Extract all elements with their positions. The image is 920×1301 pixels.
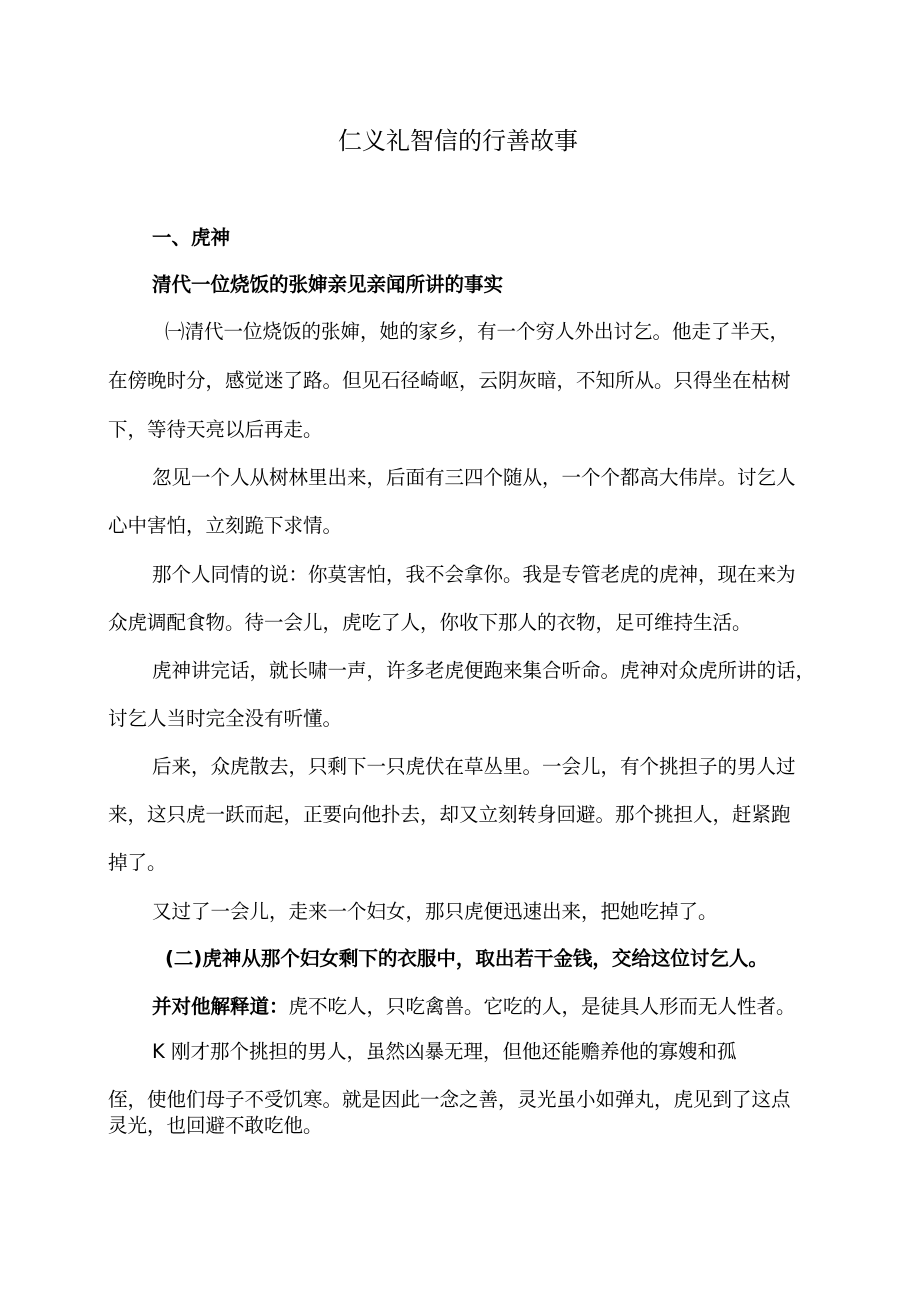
subtitle: 清代一位烧饭的张婶亲见亲闻所讲的事实 bbox=[152, 273, 504, 296]
section-heading: 一、虎神 bbox=[152, 226, 231, 249]
paragraph-1-line-2: 在傍晚时分，感觉迷了路。但见石径崎岖，云阴灰暗，不知所从。只得坐在枯树 bbox=[108, 369, 791, 392]
paragraph-4-line-1: 虎神讲完话，就长啸一声，许多老虎便跑来集合听命。虎神对众虎所讲的话， bbox=[152, 659, 816, 682]
paragraph-3-line-2: 众虎调配食物。待一会儿，虎吃了人，你收下那人的衣物，足可维持生活。 bbox=[108, 611, 752, 634]
document-title: 仁义礼智信的行善故事 bbox=[338, 127, 578, 155]
k-line: K 刚才那个挑担的男人，虽然凶暴无理，但他还能赡养他的寡嫂和孤 bbox=[152, 1040, 737, 1063]
paragraph-5-line-3: 掉了。 bbox=[108, 851, 167, 874]
paragraph-5-line-2: 来，这只虎一跃而起，正要向他扑去，却又立刻转身回避。那个挑担人，赶紧跑 bbox=[108, 803, 791, 826]
paragraph-4-line-2: 讨乞人当时完全没有听懂。 bbox=[108, 707, 343, 730]
explanation-line bbox=[152, 997, 796, 1017]
paragraph-5-line-1: 后来，众虎散去，只剩下一只虎伏在草丛里。一会儿，有个挑担子的男人过 bbox=[152, 755, 796, 778]
paragraph-6-line-1: 又过了一会儿，走来一个妇女，那只虎便迅速出来，把她吃掉了。 bbox=[152, 900, 718, 923]
tail-line-1: 侄，使他们母子不受饥寒。就是因此一念之善，灵光虽小如弹丸，虎见到了这点 bbox=[108, 1088, 791, 1111]
explanation-text: 虎不吃人，只吃禽兽。它吃的人，是徒具人形而无人性者。 bbox=[288, 995, 796, 1018]
paragraph-1-line-3: 下，等待天亮以后再走。 bbox=[108, 418, 323, 441]
paragraph-3-line-1: 那个人同情的说：你莫害怕，我不会拿你。我是专管老虎的虎神，现在来为 bbox=[152, 563, 796, 586]
paragraph-2-line-2: 心中害怕，立刻跪下求情。 bbox=[108, 514, 343, 537]
paragraph-1-line-1: ㈠清代一位烧饭的张婶，她的家乡，有一个穷人外出讨乞。他走了半天， bbox=[165, 320, 790, 343]
tail-line-2: 灵光，也回避不敢吃他。 bbox=[108, 1114, 323, 1137]
explanation-lead: 并对他解释道： bbox=[152, 995, 289, 1018]
paragraph-2-line-1: 忽见一个人从树林里出来，后面有三四个随从，一个个都高大伟岸。讨乞人 bbox=[152, 466, 796, 489]
section-two-line: (二)虎神从那个妇女剩下的衣服中，取出若干金钱，交给这位讨乞人。 bbox=[165, 947, 768, 970]
